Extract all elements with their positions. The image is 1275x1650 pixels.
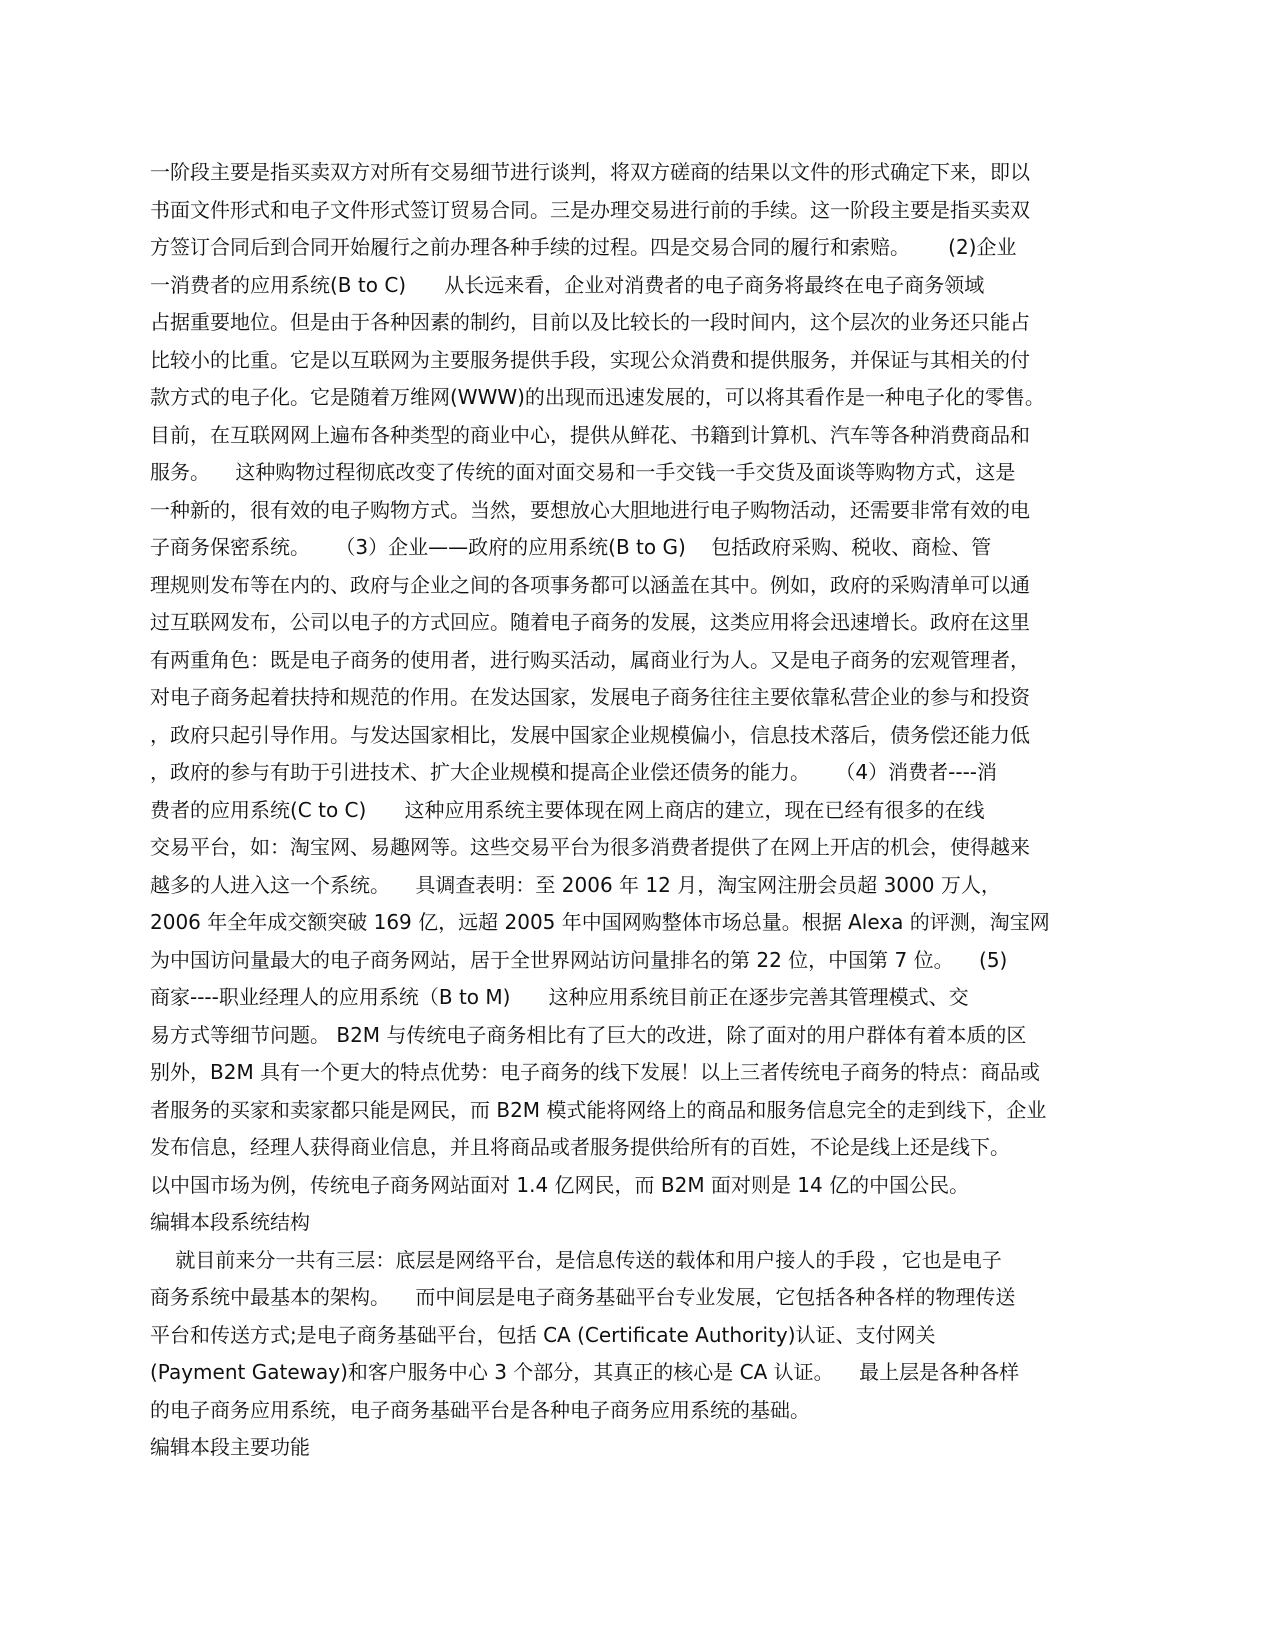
text-line: 比较小的比重。它是以互联网为主要服务提供手段，实现公众消费和提供服务，并保证与其相关的付 (150, 347, 1030, 372)
text-line: 2006 年全年成交额突破 169 亿，远超 2005 年中国网购整体市场总量。根据 Alexa 的评测，淘宝网 (150, 910, 1050, 934)
text-line: 交易平台，如：淘宝网、易趣网等。这些交易平台为很多消费者提供了在网上开店的机会，使得越来 (150, 835, 1030, 859)
text-line: ，政府的参与有助于引进技术、扩大企业规模和提高企业偿还债务的能力。 （4）消费者----消 (150, 760, 998, 784)
text-line: 以中国市场为例，传统电子商务网站面对 1.4 亿网民，而 B2M 面对则是 14 亿的中国公民。 (150, 1172, 970, 1197)
section-heading-main-functions: 编辑本段主要功能 (150, 1435, 310, 1459)
text-line: 一消费者的应用系统(B to C) 从长远来看，企业对消费者的电子商务将最终在电子商务领域 (150, 272, 985, 297)
text-line: 费者的应用系统(C to C) 这种应用系统主要体现在网上商店的建立，现在已经有很多的在线 (150, 797, 985, 822)
text-line: 占据重要地位。但是由于各种因素的制约，目前以及比较长的一段时间内，这个层次的业务还只能占 (150, 310, 1030, 334)
text-line: 有两重角色：既是电子商务的使用者，进行购买活动，属商业行为人。又是电子商务的宏观管理者， (150, 647, 1030, 672)
text-line: 别外，B2M 具有一个更大的特点优势：电子商务的线下发展！以上三者传统电子商务的特点：商品或 (150, 1060, 1041, 1084)
text-line: 平台和传送方式;是电子商务基础平台，包括 CA (Certificate Authority)认证、支付网关 (150, 1322, 936, 1347)
text-line: 的电子商务应用系统，电子商务基础平台是各种电子商务应用系统的基础。 (150, 1397, 810, 1422)
text-line: 理规则发布等在内的、政府与企业之间的各项事务都可以涵盖在其中。例如，政府的采购清单可以通 (150, 572, 1030, 597)
text-line: 者服务的买家和卖家都只能是网民，而 B2M 模式能将网络上的商品和服务信息完全的走到线下，企业 (150, 1097, 1047, 1122)
text-line: 对电子商务起着扶持和规范的作用。在发达国家，发展电子商务往往主要依靠私营企业的参与和投资 (150, 685, 1030, 709)
text-line: 为中国访问量最大的电子商务网站，居于全世界网站访问量排名的第 22 位，中国第 7 位。 (5) (150, 947, 1008, 972)
text-line: 方签订合同后到合同开始履行之前办理各种手续的过程。四是交易合同的履行和索赔。 (2)企业 (150, 235, 1017, 259)
text-line: 过互联网发布，公司以电子的方式回应。随着电子商务的发展，这类应用将会迅速增长。政府在这里 (150, 610, 1030, 634)
text-line: 书面文件形式和电子文件形式签订贸易合同。三是办理交易进行前的手续。这一阶段主要是指买卖双 (150, 197, 1030, 222)
text-line: 目前，在互联网网上遍布各种类型的商业中心，提供从鲜花、书籍到计算机、汽车等各种消费商品和 (150, 422, 1030, 447)
text-line: 一种新的，很有效的电子购物方式。当然，要想放心大胆地进行电子购物活动，还需要非常有效的电 (150, 497, 1030, 522)
text-line: (Payment Gateway)和客户服务中心 3 个部分，其真正的核心是 CA 认证。 最上层是各种各样 (150, 1360, 1020, 1384)
text-line: 子商务保密系统。 （3）企业——政府的应用系统(B to G) 包括政府采购、税收、商检、管 (150, 535, 992, 559)
text-line: 越多的人进入这一个系统。 具调查表明：至 2006 年 12 月，淘宝网注册会员超 3000 万人， (150, 872, 1001, 897)
section-heading-system-structure: 编辑本段系统结构 (150, 1210, 310, 1234)
text-line: 发布信息，经理人获得商业信息，并且将商品或者服务提供给所有的百姓，不论是线上还是线下。 (150, 1135, 1010, 1159)
document-body (150, 154, 1130, 1467)
text-line: 就目前来分一共有三层：底层是网络平台，是信息传送的载体和用户接人的手段 ，它也是电子 (150, 1247, 1002, 1272)
text-line: 款方式的电子化。它是随着万维网(WWW)的出现而迅速发展的，可以将其看作是一种电子化的零售。 (150, 385, 1045, 409)
text-line: 服务。 这种购物过程彻底改变了传统的面对面交易和一手交钱一手交货及面谈等购物方式，这是 (150, 460, 1016, 484)
text-line: 易方式等细节问题。 B2M 与传统电子商务相比有了巨大的改进，除了面对的用户群体有着本质的区 (150, 1022, 1027, 1047)
text-line: 商务系统中最基本的架构。 而中间层是电子商务基础平台专业发展，它包括各种各样的物理传送 (150, 1285, 1016, 1309)
text-line: 商家----职业经理人的应用系统（B to M) 这种应用系统目前正在逐步完善其管理模式、交 (150, 985, 969, 1009)
text-line: ，政府只起引导作用。与发达国家相比，发展中国家企业规模偏小，信息技术落后，债务偿还能力低 (150, 722, 1030, 747)
text-line: 一阶段主要是指买卖双方对所有交易细节进行谈判，将双方磋商的结果以文件的形式确定下来，即以 (150, 160, 1030, 184)
